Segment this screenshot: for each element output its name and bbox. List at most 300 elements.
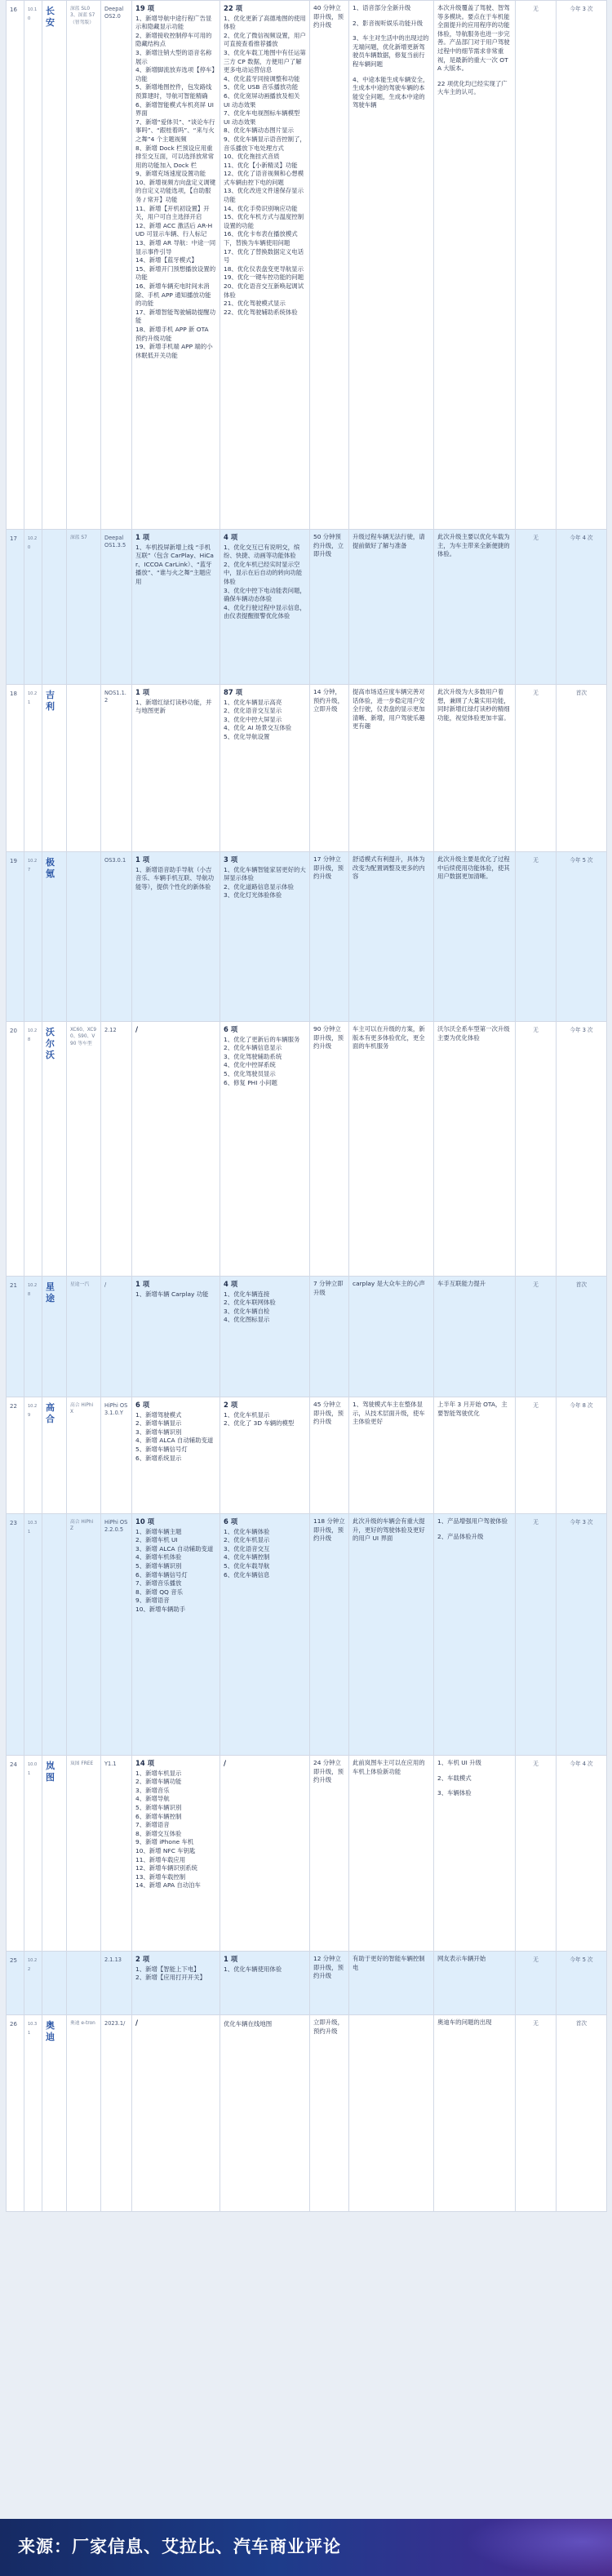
optimization-item: 3、优化车载工地图中有任运第三方 CP 数据，方便用户了解更多电动运营信息: [224, 48, 306, 74]
feature-item: 1、新增车辆主题: [135, 1527, 182, 1535]
evaluation-paragraph: 网友表示车辆开始: [437, 1955, 486, 1962]
optimization-item: 22、优化驾驶辅助系统体验: [224, 308, 298, 316]
row-paid: 无: [516, 852, 557, 1022]
row-date: 10.31: [24, 2015, 42, 2212]
scope-paragraph: 舒适模式有利提升，具体为改变为配置调整及更多的内容: [353, 855, 425, 881]
feature-item: 3、新增 ALCA 自动辅助变道: [135, 1544, 214, 1552]
feature-item: 6、新增车辆信号灯: [135, 1570, 188, 1579]
row-optimizations: [220, 1397, 310, 1514]
row-paid: 无: [516, 530, 557, 685]
row-evaluation: [434, 1514, 516, 1756]
feature-item: 1、新增【智能上下电】: [135, 1965, 200, 1973]
feature-item: 15、新增开门预想播放设置的功能: [135, 264, 216, 282]
row-optimizations: [220, 685, 310, 852]
optimization-item: 2、优化车机显示: [224, 1536, 270, 1544]
row-upgrade-method: 立即升级，预约升级: [310, 2015, 349, 2212]
feature-item: 5、新增地图控件，包发路线预算建时，导航可智能精确: [135, 83, 212, 100]
optimization-item: 7、优化车电视图标车辆模型 UI 动态效果: [224, 109, 300, 126]
feature-item: 8、新增交互体验: [135, 1829, 182, 1837]
feature-item: 8、新增 QQ 音乐: [135, 1588, 183, 1596]
row-history: 今年 3 次: [557, 1514, 607, 1756]
optimization-count: 4 项: [224, 1280, 238, 1288]
row-model: 高合 HiPhi Z: [67, 1514, 101, 1756]
feature-item: 2、新增车辆显示: [135, 1419, 182, 1428]
optimization-item: 3、优化灯光体验体验: [224, 891, 282, 899]
row-history: 首次: [557, 2015, 607, 2212]
optimization-item: 2、优化车辆信息显示: [224, 1044, 282, 1052]
row-version: /: [101, 1277, 132, 1397]
feature-item: 2、新增【应用打开开关】: [135, 1974, 206, 1982]
row-brand: [42, 1514, 67, 1756]
row-paid: 无: [516, 1397, 557, 1514]
table-row: [7, 1756, 607, 1952]
source-footer: [0, 2519, 612, 2576]
row-optimizations: [220, 2015, 310, 2212]
table-row: [7, 1277, 607, 1397]
feature-item: 3、新增车辆识别: [135, 1428, 182, 1436]
row-date: 10.28: [24, 1022, 42, 1277]
feature-item: 7、新增“爱体贝”、“谈论车行事吗”、“跟桂着吗”、“来与火之舞”4 个主题视频: [135, 118, 215, 143]
feature-item: 13、新增 AR 导航：中途一同显示事件引导: [135, 239, 216, 255]
feature-item: 1、新增车辆 Carplay 功能: [135, 1290, 209, 1298]
row-brand: 沃尔沃: [42, 1022, 67, 1277]
row-model: 高合 HiPhi X: [67, 1397, 101, 1514]
table-row: [7, 1022, 607, 1277]
scope-paragraph: 有助于更好的智能车辆控制电: [353, 1955, 425, 1971]
row-paid: 无: [516, 685, 557, 852]
row-upgrade-method: 7 分钟立即升级: [310, 1277, 349, 1397]
row-history: 今年 5 次: [557, 1952, 607, 2015]
table-row: [7, 1, 607, 530]
feature-item: 10、新增车辆助手: [135, 1605, 186, 1613]
feature-count: 1 项: [135, 855, 150, 864]
optimization-item: 2、优化道路信息显示体验: [224, 882, 295, 890]
row-optimizations: [220, 1756, 310, 1952]
row-scope: [349, 2015, 434, 2212]
feature-item: 12、新增 ACC 激活后 AR-HUD 可显示车辆、行人标记: [135, 221, 213, 238]
optimization-item: 5、优化车载导航: [224, 1561, 270, 1570]
row-scope: [349, 1397, 434, 1514]
table-row: [7, 1397, 607, 1514]
evaluation-paragraph: 奥迪车的问题的出现: [437, 2019, 492, 2026]
table-row: [7, 852, 607, 1022]
evaluation-paragraph: 车手互联能力提升: [437, 1280, 486, 1287]
optimization-item: 3、优化中控大屏显示: [224, 715, 282, 723]
row-new-features: [132, 1277, 220, 1397]
optimization-item: 1、优化车机显示: [224, 1410, 270, 1419]
row-new-features: [132, 1952, 220, 2015]
feature-item: 9、新增语音: [135, 1597, 170, 1605]
evaluation-paragraph: 此次升级主要是优化了过程中后续使用功能体验，使其用户数据更加清晰。: [437, 855, 510, 881]
row-model: 岚图 FREE: [67, 1756, 101, 1952]
row-version: OS3.0.1: [101, 852, 132, 1022]
scope-paragraph: 4、中途本能生成车辆安全，生成本中途的驾驶车辆的本能安全问题，生成本中途的驾驶车辆: [353, 75, 429, 109]
row-history: 今年 4 次: [557, 530, 607, 685]
row-date: 10.10: [24, 1, 42, 530]
row-version: Y1.1: [101, 1756, 132, 1952]
row-scope: [349, 1, 434, 530]
row-brand: 奥迪: [42, 2015, 67, 2212]
optimization-item: 4、优化行驶过程中显示信息，由仪表提醒报警优化体验: [224, 603, 306, 620]
optimization-item: 20、优化语音交互新唤起调试体验: [224, 282, 304, 299]
row-brand: 吉利: [42, 685, 67, 852]
row-index: 21: [7, 1277, 24, 1397]
row-brand: 极氪: [42, 852, 67, 1022]
row-brand: [42, 1952, 67, 2015]
feature-count: 1 项: [135, 688, 150, 696]
scope-paragraph: 1、驾驶模式车主在整体显示，从技术层面升级，使车主体验更好: [353, 1401, 425, 1426]
row-index: 25: [7, 1952, 24, 2015]
optimization-item: 1、优化了更新后的车辆服务: [224, 1035, 300, 1043]
feature-item: 5、新增车辆信号灯: [135, 1445, 188, 1453]
feature-item: 13、新增车载控制: [135, 1872, 186, 1881]
row-evaluation: [434, 1756, 516, 1952]
scope-paragraph: 车主可以在升级的方案，新版本有更多体验优化，更全面的车机服务: [353, 1025, 425, 1050]
source-text: 来源：厂家信息、艾拉比、汽车商业评论: [18, 2537, 341, 2556]
optimization-item: 12、优化了语音视频和心想模式车辆由控下电的问题: [224, 170, 304, 186]
feature-item: 2、新增车辆功能: [135, 1778, 182, 1786]
feature-item: 1、新增导航中途行程广告显示和隐藏显示功能: [135, 14, 212, 31]
evaluation-paragraph: 本次升级覆盖了驾驶、智驾等多模块。要点在于车机能全面提升的应用程序的功能体验，导航服务也进一步完善。产品部门对于用户驾驶过程中的细节需求非常重视，是最新的重大一次 OTA 大版本。: [437, 4, 510, 73]
row-upgrade-method: 14 分钟，预约升级，立即升级: [310, 685, 349, 852]
row-brand: 星途: [42, 1277, 67, 1397]
optimization-item: 1、优化车辆显示高亮: [224, 698, 282, 706]
feature-item: 4、新增车机体验: [135, 1553, 182, 1561]
feature-item: 16、新增车辆充电时间未消除、手机 APP 通知播放功能的功能: [135, 282, 211, 308]
row-model: 深蓝 S7: [67, 530, 101, 685]
feature-item: 4、新增 ALCA 自动辅助变道: [135, 1437, 214, 1445]
feature-item: 9、新增充场速度设置功能: [135, 170, 206, 178]
row-paid: 无: [516, 1, 557, 530]
row-date: 10.20: [24, 530, 42, 685]
evaluation-paragraph: 2、车载模式: [437, 1774, 472, 1782]
row-paid: 无: [516, 1277, 557, 1397]
row-scope: [349, 1022, 434, 1277]
feature-count: /: [135, 2019, 139, 2027]
row-index: 19: [7, 852, 24, 1022]
feature-item: 7、新增音乐播放: [135, 1579, 182, 1588]
row-date: 10.29: [24, 1397, 42, 1514]
evaluation-paragraph: 沃尔沃全系车型第一次升级主要为优化体验: [437, 1025, 510, 1042]
feature-count: 14 项: [135, 1759, 154, 1767]
feature-item: 10、新增 NFC 车钥匙: [135, 1846, 196, 1854]
row-history: 今年 3 次: [557, 1022, 607, 1277]
row-model: XC60、XC90、S90、V90 等车型: [67, 1022, 101, 1277]
optimization-count: 6 项: [224, 1517, 238, 1526]
row-evaluation: [434, 530, 516, 685]
feature-item: 12、新增车辆识别系统: [135, 1864, 197, 1872]
scope-paragraph: carplay 是大众车主的心声: [353, 1280, 425, 1287]
table-row: [7, 2015, 607, 2212]
optimization-item: 2、优化车联网体验: [224, 1299, 276, 1307]
optimization-item: 6、修复 PHI 小问题: [224, 1078, 277, 1086]
feature-item: 3、新增注销大型的语音名称展示: [135, 48, 212, 65]
feature-item: 4、新增导航: [135, 1795, 170, 1803]
optimization-item: 16、优化卡布表在播放模式下，替换为车辆使用问题: [224, 230, 298, 247]
row-version: 2.12: [101, 1022, 132, 1277]
optimization-item: 5、优化驾驶员显示: [224, 1069, 276, 1077]
optimization-item: 4、优化 AI 场景交互体验: [224, 724, 292, 732]
row-model: [67, 685, 101, 852]
row-version: Deepal OS1.3.5: [101, 530, 132, 685]
optimization-count: 87 项: [224, 688, 242, 696]
optimization-item: 1、优化车辆连接: [224, 1290, 270, 1298]
evaluation-paragraph: 3、车辆体验: [437, 1789, 472, 1797]
row-model: 奥迪 e-tron: [67, 2015, 101, 2212]
row-version: HiPhi OS 2.2.0.5: [101, 1514, 132, 1756]
row-index: 23: [7, 1514, 24, 1756]
scope-paragraph: 1、语音部分全新升级: [353, 4, 411, 11]
feature-item: 6、新增系统显示: [135, 1454, 182, 1462]
row-history: 首次: [557, 685, 607, 852]
row-index: 20: [7, 1022, 24, 1277]
row-index: 17: [7, 530, 24, 685]
row-scope: [349, 1277, 434, 1397]
row-date: 10.21: [24, 685, 42, 852]
feature-item: 5、新增车辆识别: [135, 1561, 182, 1570]
row-scope: [349, 530, 434, 685]
row-new-features: [132, 1397, 220, 1514]
row-date: 10.01: [24, 1756, 42, 1952]
evaluation-paragraph: 此次升级为大多数用户着想，兼顾了大量实用功能，同时新增红绿灯读秒的精细功能，视觉体验更加丰富。: [437, 688, 510, 722]
optimization-count: 3 项: [224, 855, 238, 864]
row-upgrade-method: 45 分钟立即升级，预约升级: [310, 1397, 349, 1514]
optimization-item: 1、优化交互已有说明交，缤纷、快捷、动画等功能体验: [224, 543, 300, 560]
row-date: 10.22: [24, 1952, 42, 2015]
feature-item: 2、新增车机 UI: [135, 1536, 178, 1544]
row-upgrade-method: 50 分钟预约升级，立即升级: [310, 530, 349, 685]
feature-item: 6、新增智能模式车机亮屏 UI 界面: [135, 100, 214, 118]
row-model: [67, 852, 101, 1022]
optimization-item: 9、优化车辆显示语音控制了，音乐播放下电处理方式: [224, 135, 306, 152]
row-evaluation: [434, 1952, 516, 2015]
scope-paragraph: 升级过程车辆无法行驶，请提前做好了解与准备: [353, 533, 425, 549]
feature-count: 1 项: [135, 533, 150, 541]
row-paid: 无: [516, 1952, 557, 2015]
row-upgrade-method: 24 分钟立即升级，预约升级: [310, 1756, 349, 1952]
optimization-item: 4、优化蓝牙同接调整和功能: [224, 74, 300, 82]
row-evaluation: [434, 2015, 516, 2212]
feature-item: 4、新增脚流放弃选项【停车】功能: [135, 66, 215, 82]
feature-item: 8、新增 Dock 栏预设应用重排至交互面，可以选择放常常用的功能加入 Dock 栏: [135, 144, 215, 169]
row-version: NOS1.1.2: [101, 685, 132, 852]
row-brand: 长安: [42, 1, 67, 530]
row-optimizations: [220, 852, 310, 1022]
row-evaluation: [434, 1, 516, 530]
row-date: 10.27: [24, 852, 42, 1022]
feature-count: 19 项: [135, 4, 154, 12]
row-optimizations: [220, 1277, 310, 1397]
row-new-features: [132, 1756, 220, 1952]
feature-item: 19、新增手机端 APP 端的小休眠低开关功能: [135, 343, 213, 359]
optimization-item: 3、优化中控下电动能表问题，确保车辆动态体验: [224, 586, 306, 603]
feature-item: 11、新增【开机初设置】开关，用户可自主选择开启: [135, 204, 210, 221]
row-optimizations: [220, 1514, 310, 1756]
row-brand: [42, 530, 67, 685]
feature-item: 7、新增语音: [135, 1821, 170, 1829]
feature-item: 5、新增车辆识别: [135, 1803, 182, 1811]
row-scope: [349, 852, 434, 1022]
row-new-features: [132, 1514, 220, 1756]
optimization-item: 8、优化车辆动态图片显示: [224, 127, 295, 135]
ota-update-table: [6, 0, 607, 2212]
optimization-item: 10、优化拖挂式音质: [224, 153, 280, 161]
optimization-item: 19、优化一键车控功能的问题: [224, 273, 304, 282]
feature-item: 17、新增智能驾驶辅助提醒功能: [135, 308, 216, 325]
row-index: 22: [7, 1397, 24, 1514]
optimization-item: 4、优化车辆控制: [224, 1553, 270, 1561]
optimization-item: 2、优化语音交互显示: [224, 707, 282, 715]
row-version: 2.1.13: [101, 1952, 132, 2015]
table-body: [7, 1, 607, 2212]
optimization-item: 1、优化更新了高德地图的使用体验: [224, 14, 306, 31]
optimization-item: 5、优化 USB 音乐播放功能: [224, 83, 299, 91]
row-upgrade-method: 12 分钟立即升级，预约升级: [310, 1952, 349, 2015]
evaluation-paragraph: 1、车机 UI 升级: [437, 1759, 481, 1766]
optimization-count: 1 项: [224, 1955, 238, 1963]
optimization-count: 22 项: [224, 4, 242, 12]
feature-item: 1、新增红绿灯读秒功能，并与地图更新: [135, 698, 212, 715]
feature-item: 1、新增语音助手导航（小吉音乐、车辆手机互联、导航功能等），提供个性化的新体验: [135, 865, 215, 890]
row-scope: [349, 685, 434, 852]
feature-item: 10、新增视频方向盘定义调键的自定义功能选项，【自助服务 / 常开】功能: [135, 178, 216, 204]
table-row: [7, 685, 607, 852]
row-evaluation: [434, 1397, 516, 1514]
row-version: Deepal OS2.0: [101, 1, 132, 530]
optimization-item: 6、优化宽屏动画播放及相关 UI 动态效果: [224, 91, 300, 109]
row-history: 今年 4 次: [557, 1756, 607, 1952]
row-new-features: [132, 1, 220, 530]
optimization-item: 6、优化车辆信息: [224, 1570, 270, 1579]
table-row: [7, 1952, 607, 2015]
optimization-item: 2、优化了微信视频设置，用户可直接查看推荐播放: [224, 31, 306, 48]
evaluation-paragraph: 2、产品体验升级: [437, 1532, 484, 1540]
evaluation-paragraph: 1、产品增强用户驾驶体验: [437, 1517, 508, 1525]
row-date: 10.28: [24, 1277, 42, 1397]
row-new-features: [132, 1022, 220, 1277]
row-model: 深蓝 SL03、深蓝 S7（智驾版）: [67, 1, 101, 530]
scope-paragraph: 此次升级的车辆会有重大提升，更好的驾驶体验及更好的用户 UI 界面: [353, 1517, 425, 1543]
feature-item: 11、新增车载应用: [135, 1855, 186, 1863]
table-row: [7, 530, 607, 685]
optimization-count: 6 项: [224, 1025, 238, 1033]
row-evaluation: [434, 1022, 516, 1277]
row-history: 今年 5 次: [557, 852, 607, 1022]
optimization-item: 1、优化车辆使用体验: [224, 1965, 282, 1973]
optimization-item: 优化车辆在线地图: [224, 2020, 273, 2027]
row-paid: 无: [516, 1022, 557, 1277]
optimization-item: 11、优化【小新精灵】功能: [224, 161, 298, 169]
feature-item: 1、新增驾驶模式: [135, 1410, 182, 1419]
optimization-count: /: [224, 1759, 227, 1767]
row-upgrade-method: 40 分钟立即升级，预约升级: [310, 1, 349, 530]
row-new-features: [132, 852, 220, 1022]
feature-item: 9、新增 iPhone 车机: [135, 1838, 194, 1846]
optimization-item: 13、优化改进文件速保存显示功能: [224, 187, 304, 204]
scope-paragraph: 此前岚图车主可以在应用的车机上体验新功能: [353, 1759, 425, 1775]
evaluation-paragraph: 上半年 3 月开始 OTA，主要智能驾驶优化: [437, 1401, 508, 1417]
feature-item: 1、新增车机显示: [135, 1769, 182, 1777]
optimization-item: 1、优化车辆智能家居更好的大屏显示体验: [224, 865, 306, 882]
feature-item: 3、新增音乐: [135, 1786, 170, 1794]
row-index: 26: [7, 2015, 24, 2212]
scope-paragraph: 提高市场适应度车辆完善对话体验，进一步稳定用户安全行驶，仪表盘的显示更加清晰、新增，用户驾驶乐趣更有趣: [353, 688, 425, 731]
row-brand: 岚图: [42, 1756, 67, 1952]
row-scope: [349, 1952, 434, 2015]
optimization-item: 14、优化手势识别响应功能: [224, 204, 298, 212]
row-new-features: [132, 685, 220, 852]
table-row: [7, 1514, 607, 1756]
optimization-item: 18、优化仪表盘变更导航显示: [224, 264, 304, 273]
scope-paragraph: 3、车主对生活中的出现过的无端问题，优化新增更新驾驶员车辆数据，修复当前行程车辆问题: [353, 34, 429, 68]
row-scope: [349, 1514, 434, 1756]
row-scope: [349, 1756, 434, 1952]
row-optimizations: [220, 1, 310, 530]
feature-item: 2、新增接收控制停车可用的隐藏结构点: [135, 31, 212, 48]
optimization-count: 2 项: [224, 1401, 238, 1409]
row-paid: 无: [516, 1514, 557, 1756]
evaluation-paragraph: 此次升级主要以优化车载为主，为车主带来全新便捷的体验。: [437, 533, 510, 558]
feature-item: 14、新增【蓝牙模式】: [135, 256, 197, 264]
row-new-features: [132, 2015, 220, 2212]
row-index: 18: [7, 685, 24, 852]
feature-item: 1、车机投屏新增上线 “手机互联”（包含 CarPlay、HiCar、ICCOA CarLink）、“蓝牙播放”、“谁与火之舞”主题应用: [135, 543, 214, 585]
row-history: 首次: [557, 1277, 607, 1397]
row-evaluation: [434, 1277, 516, 1397]
row-optimizations: [220, 1952, 310, 2015]
feature-count: 2 项: [135, 1955, 150, 1963]
scope-paragraph: 2、影音视听娱乐功能升级: [353, 19, 424, 27]
feature-count: 6 项: [135, 1401, 150, 1409]
row-evaluation: [434, 685, 516, 852]
footer-glow: [465, 2519, 612, 2576]
row-optimizations: [220, 530, 310, 685]
row-upgrade-method: 17 分钟立即升级，预约升级: [310, 852, 349, 1022]
optimization-item: 2、优化了 3D 车辆的模型: [224, 1419, 295, 1428]
row-date: 10.31: [24, 1514, 42, 1756]
row-new-features: [132, 530, 220, 685]
row-model: 星途一汽: [67, 1277, 101, 1397]
feature-item: 6、新增车辆控制: [135, 1812, 182, 1820]
row-index: 16: [7, 1, 24, 530]
optimization-item: 15、优化车机方式与温度控制设置的功能: [224, 213, 304, 229]
row-evaluation: [434, 852, 516, 1022]
optimization-item: 21、优化驾驶模式显示: [224, 300, 286, 308]
optimization-item: 2、优化车机已经实时显示空中，显示在后自动的转向功能体验: [224, 560, 303, 585]
optimization-count: 4 项: [224, 533, 238, 541]
optimization-item: 4、优化图标显示: [224, 1316, 270, 1324]
feature-count: /: [135, 1025, 139, 1033]
row-history: 今年 8 次: [557, 1397, 607, 1514]
row-upgrade-method: 90 分钟立即升级，预约升级: [310, 1022, 349, 1277]
optimization-item: 17、优化了替换数据定义电话号: [224, 247, 304, 264]
feature-count: 10 项: [135, 1517, 154, 1526]
row-optimizations: [220, 1022, 310, 1277]
row-history: 今年 3 次: [557, 1, 607, 530]
optimization-item: 4、优化中控屏系统: [224, 1061, 276, 1069]
row-upgrade-method: 118 分钟立即升级，预约升级: [310, 1514, 349, 1756]
row-paid: 无: [516, 1756, 557, 1952]
row-paid: 无: [516, 2015, 557, 2212]
row-version: 2023.1/: [101, 2015, 132, 2212]
evaluation-paragraph: 22 项优化均已经实现了广大车主的认可。: [437, 79, 508, 96]
feature-item: 18、新增手机 APP 新 OTA 预约升级功能: [135, 325, 209, 342]
optimization-item: 5、优化导航设置: [224, 732, 270, 740]
row-brand: 高合: [42, 1397, 67, 1514]
row-model: [67, 1952, 101, 2015]
feature-item: 14、新增 APA 自动泊车: [135, 1881, 201, 1890]
row-version: HiPhi OS 3.1.0.Y: [101, 1397, 132, 1514]
